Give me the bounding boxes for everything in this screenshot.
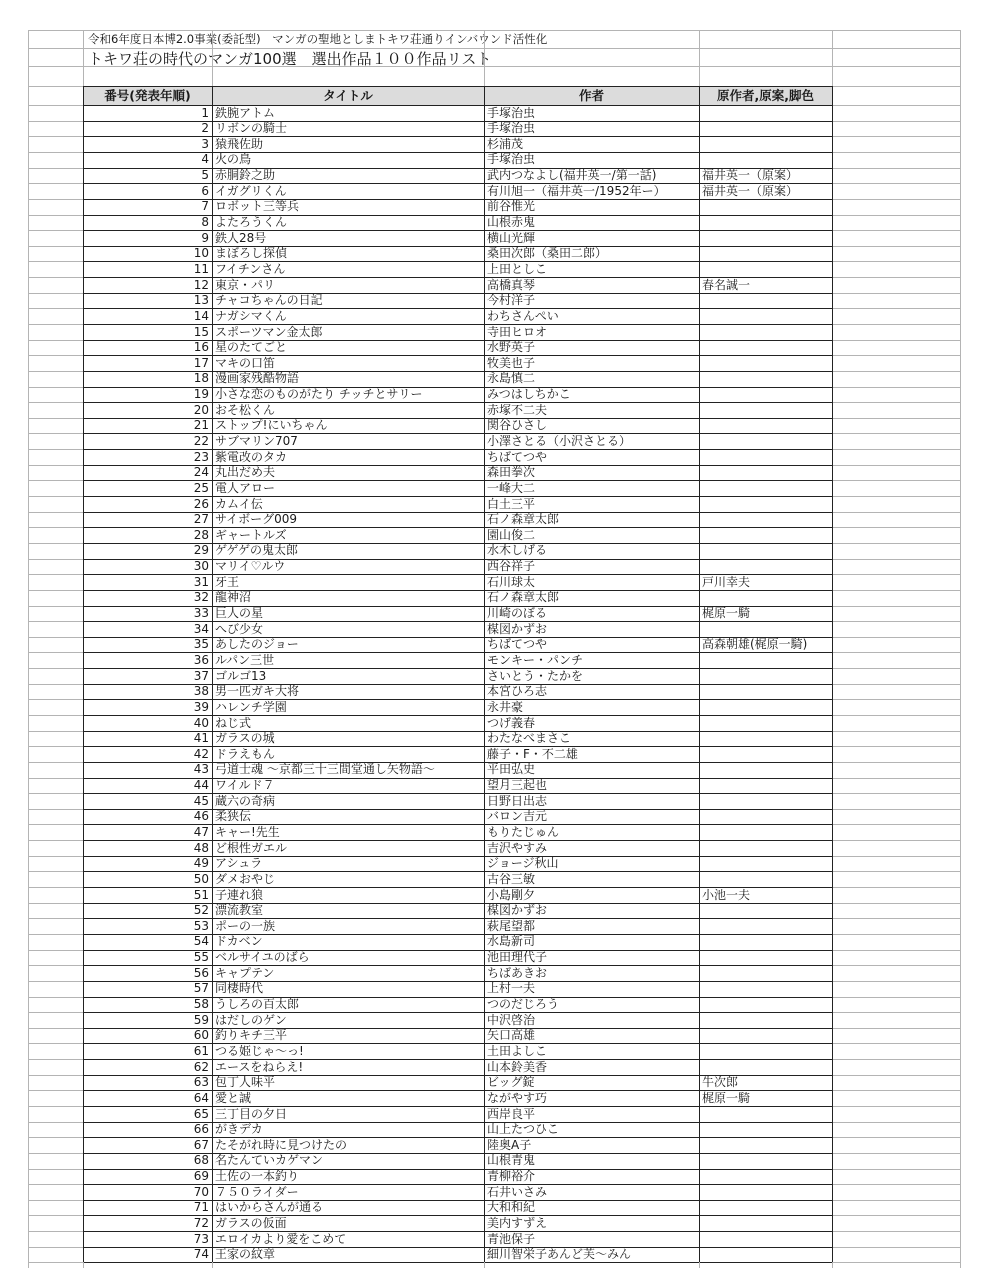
cell-author: 石井いさみ	[487, 1184, 548, 1199]
cell-author: 細川智栄子あんど芙〜みん	[487, 1247, 632, 1262]
cell-number: 74	[193, 1247, 209, 1262]
cell-author: 上村一夫	[487, 981, 536, 996]
cell-title: ７５０ライダー	[215, 1184, 299, 1199]
cell-number: 69	[193, 1169, 209, 1183]
cell-number: 40	[193, 715, 209, 730]
cell-author: モンキー・パンチ	[487, 652, 584, 667]
cell-author: 前谷惟光	[487, 199, 536, 214]
cell-number: 35	[193, 637, 209, 652]
cell-title: 包丁人味平	[215, 1075, 276, 1090]
cell-author: ちばあきお	[487, 965, 548, 980]
cell-author: 手塚治虫	[487, 105, 536, 120]
project-subtitle: 令和6年度日本博2.0事業(委託型) マンガの聖地としまトキワ荘通りインバウンド活性化	[88, 32, 548, 46]
cell-number: 38	[193, 684, 209, 699]
cell-title: ねじ式	[215, 715, 252, 730]
cell-number: 52	[193, 903, 209, 918]
cell-number: 8	[201, 215, 209, 229]
table-col-border	[832, 86, 833, 1262]
table-header-border	[83, 86, 832, 87]
cell-author: 川崎のぼる	[487, 606, 548, 620]
cell-number: 24	[193, 465, 209, 480]
cell-title: つる姫じゃ〜っ!	[215, 1043, 304, 1058]
cell-number: 32	[193, 590, 209, 605]
cell-author: 山上たつひこ	[487, 1122, 560, 1137]
cell-title: 紫電改のタカ	[215, 449, 288, 464]
cell-author: 西谷祥子	[487, 559, 536, 574]
gridline-col-6	[960, 30, 961, 1268]
cell-author: 山根赤鬼	[487, 215, 536, 229]
cell-number: 29	[193, 543, 209, 558]
cell-author: 小澤さとる（小沢さとる）	[487, 433, 632, 448]
cell-number: 19	[193, 387, 209, 401]
cell-title: チャコちゃんの日記	[215, 293, 323, 308]
cell-title: うしろの百太郎	[215, 997, 300, 1011]
cell-number: 3	[201, 136, 209, 151]
header-number: 番号(発表年順)	[104, 88, 191, 103]
cell-title: マキの口笛	[215, 355, 276, 370]
gridline-top-0	[28, 30, 960, 31]
cell-title: 牙王	[215, 574, 240, 589]
cell-author: 山根青鬼	[487, 1153, 536, 1168]
cell-number: 23	[193, 449, 209, 464]
cell-author: ちばてつや	[487, 449, 548, 464]
cell-author: 中沢啓治	[487, 1012, 536, 1027]
cell-number: 43	[193, 762, 209, 777]
cell-title: はいからさんが通る	[215, 1200, 324, 1215]
cell-author: わたなべまさこ	[487, 731, 572, 746]
cell-title: ナガシマくん	[215, 308, 287, 323]
cell-number: 47	[193, 824, 209, 839]
cell-author: 杉浦茂	[487, 136, 524, 151]
cell-author: 望月三起也	[487, 778, 548, 792]
cell-title: 蔵六の奇病	[215, 793, 276, 808]
cell-number: 41	[193, 731, 209, 746]
cell-number: 67	[193, 1137, 209, 1152]
cell-title: リボンの騎士	[215, 121, 288, 136]
cell-title: 愛と誠	[215, 1090, 252, 1105]
cell-title: がきデカ	[215, 1122, 263, 1137]
cell-title: ゴルゴ13	[215, 668, 267, 683]
cell-author: さいとう・たかを	[487, 668, 584, 683]
cell-author: 寺田ヒロオ	[487, 324, 548, 339]
cell-author: バロン吉元	[487, 809, 548, 824]
cell-number: 46	[193, 809, 209, 824]
cell-number: 50	[193, 871, 209, 886]
cell-number: 49	[193, 856, 209, 871]
cell-title: ハレンチ学園	[215, 699, 287, 714]
cell-title: 鉄腕アトム	[215, 105, 276, 120]
cell-author: 手塚治虫	[487, 152, 536, 167]
cell-number: 48	[193, 840, 209, 855]
list-title: トキワ荘の時代のマンガ100選 選出作品１００作品リスト	[88, 50, 492, 68]
cell-number: 70	[193, 1184, 209, 1199]
cell-number: 16	[193, 340, 209, 355]
cell-original: 福井英一（原案）	[702, 183, 799, 198]
cell-author: 赤塚不二夫	[487, 402, 548, 417]
cell-number: 66	[193, 1122, 209, 1137]
cell-title: ど根性ガエル	[215, 840, 288, 855]
cell-title: マリイ♡ルウ	[215, 559, 286, 574]
cell-author: 有川旭一（福井英一/1952年ー）	[487, 183, 666, 198]
cell-author: 石川球太	[487, 574, 536, 589]
cell-number: 30	[193, 559, 209, 574]
cell-author: ながやす巧	[487, 1090, 548, 1105]
cell-title: ダメおやじ	[215, 871, 276, 886]
cell-author: 平田弘史	[487, 762, 536, 777]
cell-title: ドラえもん	[215, 746, 276, 761]
header-original: 原作者,原案,脚色	[717, 88, 814, 103]
cell-number: 15	[193, 324, 209, 339]
cell-title: 猿飛佐助	[215, 136, 264, 151]
cell-title: 弓道士魂 〜京都三十三間堂通し矢物語〜	[215, 762, 435, 777]
cell-title: ロボット三等兵	[215, 199, 300, 214]
cell-author: 水島新司	[487, 934, 536, 949]
gridline-top-2	[28, 66, 960, 67]
cell-author: 青柳裕介	[487, 1169, 536, 1183]
cell-author: 水木しげる	[487, 543, 548, 558]
cell-author: 今村洋子	[487, 293, 536, 308]
cell-number: 37	[193, 668, 209, 683]
cell-author: 武内つなよし(福井英一/第一話)	[487, 168, 657, 183]
cell-title: キャー!先生	[215, 824, 280, 839]
cell-title: 小さな恋のものがたり チッチとサリー	[215, 387, 423, 401]
cell-title: ギャートルズ	[215, 527, 287, 542]
cell-number: 65	[193, 1106, 209, 1121]
cell-author: ジョージ秋山	[487, 856, 559, 871]
cell-title: よたろうくん	[215, 215, 288, 229]
cell-number: 71	[193, 1200, 209, 1215]
cell-number: 33	[193, 606, 209, 620]
cell-number: 39	[193, 699, 209, 714]
cell-title: 名たんていカゲマン	[215, 1153, 324, 1168]
cell-title: サイボーグ009	[215, 512, 298, 527]
cell-title: イガグリくん	[215, 183, 287, 198]
cell-title: 星のたてごと	[215, 340, 288, 355]
cell-title: はだしのゲン	[215, 1012, 287, 1027]
cell-title: 同棲時代	[215, 981, 264, 996]
cell-author: ちばてつや	[487, 637, 548, 652]
cell-title: 王家の紋章	[215, 1247, 276, 1262]
cell-original: 戸川幸夫	[702, 574, 751, 589]
cell-title: アシュラ	[215, 856, 263, 871]
cell-number: 56	[193, 965, 209, 980]
cell-number: 18	[193, 371, 209, 386]
gridline-top-1	[28, 48, 960, 49]
cell-number: 36	[193, 652, 209, 667]
cell-number: 25	[193, 480, 209, 495]
cell-author: 永島慎二	[487, 371, 536, 386]
cell-title: 土佐の一本釣り	[215, 1169, 300, 1183]
cell-number: 17	[193, 355, 209, 370]
cell-title: サブマリン707	[215, 433, 298, 448]
cell-title: 赤胴鈴之助	[215, 168, 276, 183]
cell-author: 牧美也子	[487, 355, 536, 370]
cell-title: ワイルド７	[215, 778, 275, 792]
cell-number: 28	[193, 527, 209, 542]
cell-author: 手塚治虫	[487, 121, 536, 136]
cell-original: 小池一夫	[702, 887, 751, 902]
cell-number: 2	[201, 121, 209, 136]
cell-title: たそがれ時に見つけたの	[215, 1137, 348, 1152]
cell-author: 石ノ森章太郎	[487, 512, 560, 527]
header-title: タイトル	[323, 88, 373, 103]
cell-title: ガラスの仮面	[215, 1215, 287, 1230]
cell-number: 58	[193, 997, 209, 1011]
cell-number: 68	[193, 1153, 209, 1168]
cell-title: スポーツマン金太郎	[215, 324, 323, 339]
cell-number: 51	[193, 887, 209, 902]
cell-title: 鉄人28号	[215, 230, 267, 245]
cell-number: 59	[193, 1012, 209, 1027]
cell-number: 21	[193, 418, 209, 433]
cell-number: 53	[193, 918, 209, 933]
cell-author: 一峰大二	[487, 480, 536, 495]
cell-author: つげ義春	[487, 715, 536, 730]
cell-number: 72	[193, 1215, 209, 1230]
cell-title: キャプテン	[215, 965, 275, 980]
cell-author: 日野日出志	[487, 793, 548, 808]
cell-number: 27	[193, 512, 209, 527]
cell-author: 森田拳次	[487, 465, 536, 480]
cell-title: フイチンさん	[215, 261, 286, 276]
cell-author: 桑田次郎（桑田二郎）	[487, 246, 608, 261]
cell-author: 吉沢やすみ	[487, 840, 548, 855]
cell-number: 45	[193, 793, 209, 808]
cell-number: 1	[201, 105, 209, 120]
cell-author: 関谷ひさし	[487, 418, 548, 433]
cell-title: エースをねらえ!	[215, 1059, 304, 1074]
cell-number: 6	[201, 183, 209, 198]
table-col-border	[212, 86, 213, 1262]
cell-number: 42	[193, 746, 209, 761]
cell-title: ガラスの城	[215, 731, 275, 746]
cell-number: 63	[193, 1075, 209, 1090]
cell-number: 57	[193, 981, 209, 996]
cell-author: 横山光輝	[487, 230, 536, 245]
cell-author: ビッグ錠	[487, 1075, 535, 1090]
cell-number: 61	[193, 1043, 209, 1058]
cell-number: 60	[193, 1028, 209, 1043]
cell-number: 11	[193, 261, 209, 276]
cell-original: 梶原一騎	[702, 1090, 751, 1105]
cell-title: 丸出だめ夫	[215, 465, 276, 480]
cell-author: 古谷三敏	[487, 871, 536, 886]
header-author: 作者	[578, 88, 604, 103]
cell-title: ベルサイユのばら	[215, 950, 310, 965]
cell-title: 男一匹ガキ大将	[215, 684, 300, 699]
cell-title: ストップ!にいちゃん	[215, 418, 328, 433]
cell-author: 矢口高雄	[487, 1028, 536, 1043]
cell-number: 73	[193, 1231, 209, 1246]
cell-author: 石ノ森章太郎	[487, 590, 560, 605]
cell-title: エロイカより愛をこめて	[215, 1231, 347, 1246]
cell-author: 園山俊二	[487, 527, 536, 542]
cell-author: 永井豪	[487, 699, 524, 714]
cell-title: 龍神沼	[215, 590, 252, 605]
cell-original: 牛次郎	[702, 1075, 739, 1090]
cell-author: 山本鈴美香	[487, 1059, 548, 1074]
cell-number: 34	[193, 621, 209, 636]
cell-title: ポーの一族	[215, 918, 276, 933]
cell-title: あしたのジョー	[215, 637, 299, 652]
gridline-col-0	[28, 30, 29, 1268]
cell-original: 梶原一騎	[702, 606, 751, 620]
cell-author: 楳図かずお	[487, 903, 548, 918]
cell-title: まぼろし探偵	[215, 246, 288, 261]
cell-title: 子連れ狼	[215, 887, 264, 902]
cell-number: 44	[193, 778, 209, 792]
cell-author: 水野英子	[487, 340, 536, 355]
cell-title: ルパン三世	[215, 652, 275, 667]
cell-author: 池田理代子	[487, 950, 548, 965]
cell-author: 楳図かずお	[487, 621, 548, 636]
cell-number: 14	[193, 308, 209, 323]
cell-title: ゲゲゲの鬼太郎	[215, 543, 299, 558]
cell-number: 55	[193, 950, 209, 965]
cell-author: 萩尾望都	[487, 918, 536, 933]
cell-title: 東京・パリ	[215, 277, 276, 292]
cell-number: 7	[201, 199, 209, 214]
cell-number: 4	[201, 152, 209, 167]
cell-author: 大和和紀	[487, 1200, 536, 1215]
cell-original: 春名誠一	[702, 277, 751, 292]
cell-author: もりたじゅん	[487, 824, 560, 839]
cell-number: 26	[193, 496, 209, 511]
cell-title: カムイ伝	[215, 496, 263, 511]
cell-original: 福井英一（原案）	[702, 168, 799, 183]
cell-author: 西岸良平	[487, 1106, 536, 1121]
cell-author: わちさんぺい	[487, 308, 559, 323]
cell-number: 31	[193, 574, 209, 589]
cell-original: 高森朝雄(梶原一騎)	[702, 637, 808, 652]
cell-title: 漫画家残酷物語	[215, 371, 300, 386]
cell-title: 電人アロー	[215, 480, 276, 495]
cell-title: おそ松くん	[215, 402, 276, 417]
cell-author: 青池保子	[487, 1231, 536, 1246]
cell-title: 漂流教室	[215, 903, 264, 918]
cell-number: 64	[193, 1090, 209, 1105]
cell-author: 小島剛夕	[487, 887, 536, 902]
table-col-border	[484, 86, 485, 1262]
cell-author: 陸奥A子	[487, 1137, 532, 1152]
cell-number: 10	[193, 246, 209, 261]
cell-author: 土田よしこ	[487, 1043, 548, 1058]
cell-number: 62	[193, 1059, 209, 1074]
cell-author: 藤子・F・不二雄	[487, 746, 578, 761]
cell-title: へび少女	[215, 621, 264, 636]
cell-author: 美内すずえ	[487, 1215, 548, 1230]
cell-title: 柔狭伝	[215, 809, 252, 824]
cell-title: 巨人の星	[215, 606, 264, 620]
table-col-border	[699, 86, 700, 1262]
cell-author: 高橋真琴	[487, 277, 536, 292]
cell-title: 火の鳥	[215, 152, 252, 167]
cell-author: 白土三平	[487, 496, 536, 511]
cell-number: 20	[193, 402, 209, 417]
cell-number: 12	[193, 277, 209, 292]
cell-author: 上田としこ	[487, 261, 548, 276]
cell-number: 5	[201, 168, 209, 183]
cell-number: 13	[193, 293, 209, 308]
cell-author: 本宮ひろ志	[487, 684, 548, 699]
cell-number: 54	[193, 934, 209, 949]
cell-title: 釣りキチ三平	[215, 1028, 288, 1043]
cell-number: 9	[201, 230, 209, 245]
cell-author: つのだじろう	[487, 997, 560, 1011]
cell-author: みつはしちかこ	[487, 387, 571, 401]
cell-title: 三丁目の夕日	[215, 1106, 288, 1121]
cell-title: ドカベン	[215, 934, 263, 949]
cell-number: 22	[193, 433, 209, 448]
